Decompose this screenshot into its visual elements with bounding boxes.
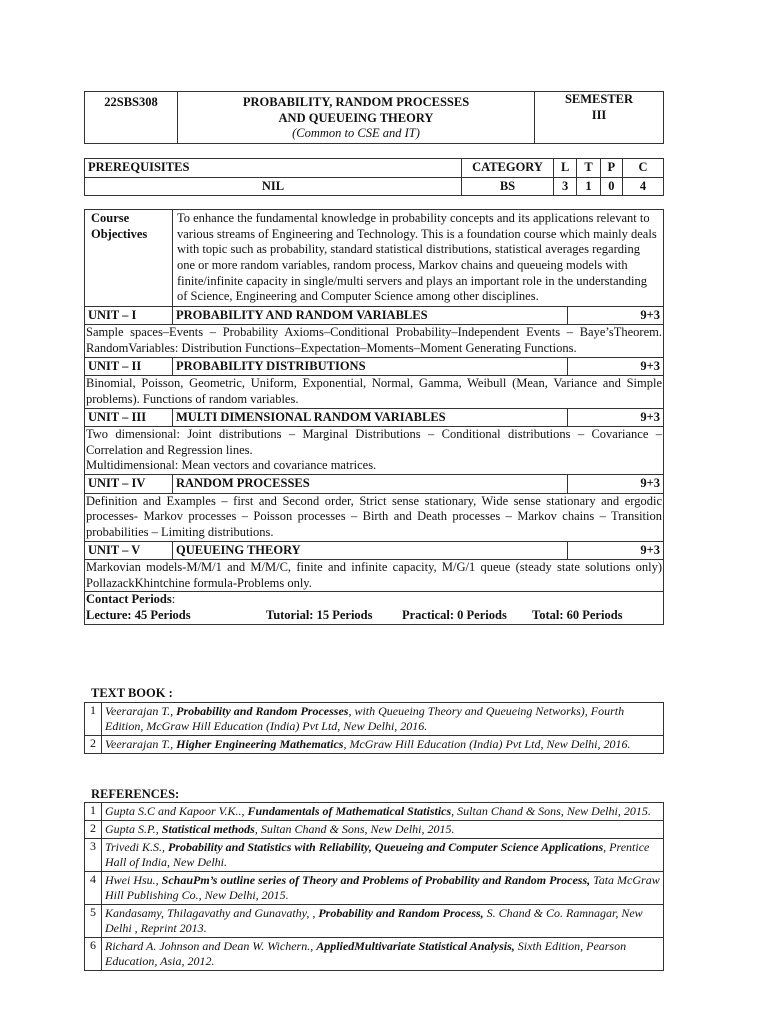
objectives-text: To enhance the fundamental knowledge in probability concepts and its applications relevant to various streams of Engineering and Technology. This is a foundation course which mainly deals with topic such as probability, standard statistical distributions, statistical averages regarding one or more random variables, random process, Markov chains and queueing models with finite/infinite capacity in single/multi servers and plays an important role in the understanding of Science, Engineering and Computer Science among other disciplines.	[173, 210, 664, 307]
unit-5-title: QUEUEING THEORY	[173, 541, 568, 560]
syllabus-table	[84, 209, 664, 625]
category-value: BS	[462, 177, 554, 196]
reference-3-author: Trivedi K.S.,	[105, 840, 166, 854]
unit-1-title: PROBABILITY AND RANDOM VARIABLES	[173, 306, 568, 325]
unit-3-hours: 9+3	[568, 408, 664, 427]
t-value: 1	[577, 177, 600, 196]
reference-5-no: 5	[85, 905, 102, 938]
reference-5-title: Probability and Random Process,	[318, 906, 484, 920]
reference-1-rest: , Sultan Chand & Sons, New Delhi, 2015.	[451, 804, 651, 818]
reference-4-text	[102, 872, 664, 905]
unit-3-label: UNIT – III	[85, 408, 173, 427]
practical-periods: Practical: 0 Periods	[402, 608, 507, 622]
contact-periods	[85, 592, 664, 624]
textbook-table	[84, 702, 664, 754]
reference-3-no: 3	[85, 839, 102, 872]
prerequisites-value: NIL	[85, 177, 462, 196]
unit-2-label: UNIT – II	[85, 357, 173, 376]
unit-3-title: MULTI DIMENSIONAL RANDOM VARIABLES	[173, 408, 568, 427]
unit-2-title: PROBABILITY DISTRIBUTIONS	[173, 357, 568, 376]
reference-4-rest: Tata McGraw Hill Publishing Co., New Delhi, 2015.	[105, 873, 660, 902]
course-header-table	[84, 91, 664, 144]
contact-periods-label: Contact Periods	[86, 592, 172, 607]
reference-1-author: Gupta S.C and Kapoor V.K..,	[105, 804, 245, 818]
unit-2-hours: 9+3	[568, 357, 664, 376]
reference-4-title: SchauPm’s outline series of Theory and Problems of Probability and Random Process,	[161, 873, 591, 887]
course-title	[178, 92, 535, 144]
textbook-2-text	[102, 736, 664, 754]
reference-5-rest: S. Chand & Co. Ramnagar, New Delhi , Reprint 2013.	[105, 906, 643, 935]
reference-2-author: Gupta S.P.,	[105, 822, 159, 836]
reference-5-text	[102, 905, 664, 938]
unit-1-content: Sample spaces–Events – Probability Axioms–Conditional Probability–Independent Events – Baye’sTheorem. RandomVariables: Distribution Functions–Expectation–Moments–Moment Generating Functions.	[85, 325, 664, 357]
prerequisites-label: PREREQUISITES	[85, 159, 462, 178]
textbook-1-title: Probability and Random Processes	[176, 704, 349, 718]
semester-value: III	[591, 107, 607, 122]
reference-2-rest: , Sultan Chand & Sons, New Delhi, 2015.	[254, 822, 455, 836]
textbook-1-rest: , with Queueing Theory and Queueing Networks), Fourth Edition, McGraw Hill Education (India) Pvt Ltd, New Delhi, 2016.	[105, 704, 625, 733]
t-label: T	[577, 159, 600, 178]
c-value: 4	[623, 177, 664, 196]
textbook-2-no: 2	[85, 736, 102, 754]
reference-2-title: Statistical methods	[161, 822, 255, 836]
unit-3-content	[85, 427, 664, 475]
category-label: CATEGORY	[462, 159, 554, 178]
unit-5-content: Markovian models-M/M/1 and M/M/C, finite and infinite capacity, M/G/1 queue (steady state solutions only) PollazackKhintchine formula-Problems only.	[85, 560, 664, 592]
references-table	[84, 802, 664, 971]
unit-1-label: UNIT – I	[85, 306, 173, 325]
p-value: 0	[600, 177, 622, 196]
course-title-line1: PROBABILITY, RANDOM PROCESSES	[242, 95, 470, 109]
unit-4-hours: 9+3	[568, 475, 664, 494]
reference-6-rest: Sixth Edition, Pearson Education, Asia, 2012.	[105, 939, 627, 968]
course-title-line2: AND QUEUEING THEORY	[278, 110, 434, 125]
l-label: L	[554, 159, 577, 178]
references-heading: REFERENCES:	[91, 787, 180, 801]
contact-periods-colon: :	[171, 592, 176, 607]
unit-4-content: Definition and Examples – first and Second order, Strict sense stationary, Wide sense stationary and ergodic processes- Markov processes – Poisson processes – Birth and Death processes – Markov chains – Transition probabilities – Limiting distributions.	[85, 493, 664, 541]
unit-3-content-main: Two dimensional: Joint distributions – Marginal Distributions – Conditional distributions – Covariance – Correlation and Regression lines.	[86, 427, 662, 457]
unit-4-label: UNIT – IV	[85, 475, 173, 494]
unit-1-hours: 9+3	[568, 306, 664, 325]
textbook-2-rest: , McGraw Hill Education (India) Pvt Ltd, New Delhi, 2016.	[343, 737, 631, 751]
unit-5-hours: 9+3	[568, 541, 664, 560]
unit-5-label: UNIT – V	[85, 541, 173, 560]
reference-5-author: Kandasamy, Thilagavathy and Gunavathy, ,	[105, 906, 316, 920]
semester-cell	[535, 92, 664, 144]
prerequisites-table	[84, 158, 664, 196]
reference-1-text	[102, 803, 664, 821]
unit-2-content: Binomial, Poisson, Geometric, Uniform, Exponential, Normal, Gamma, Weibull (Mean, Variance and Simple problems). Functions of random variables.	[85, 376, 664, 408]
textbook-heading: TEXT BOOK :	[91, 686, 173, 700]
total-periods: Total: 60 Periods	[532, 608, 623, 622]
reference-2-no: 2	[85, 821, 102, 839]
textbook-2-title: Higher Engineering Mathematics	[176, 737, 344, 751]
semester-label: SEMESTER	[564, 92, 634, 106]
textbook-1-text	[102, 703, 664, 736]
textbook-1-no: 1	[85, 703, 102, 736]
reference-6-title: AppliedMultivariate Statistical Analysis,	[316, 939, 515, 953]
reference-4-no: 4	[85, 872, 102, 905]
unit-3-content-extra: Multidimensional: Mean vectors and covariance matrices.	[86, 458, 377, 473]
p-label: P	[600, 159, 622, 178]
unit-4-title: RANDOM PROCESSES	[173, 475, 568, 494]
objectives-label: Course Objectives	[85, 210, 173, 307]
course-subtitle: (Common to CSE and IT)	[292, 126, 420, 141]
reference-3-text	[102, 839, 664, 872]
l-value: 3	[554, 177, 577, 196]
lecture-periods: Lecture: 45 Periods	[86, 608, 191, 622]
textbook-1-author: Veerarajan T.,	[105, 704, 174, 718]
reference-1-no: 1	[85, 803, 102, 821]
c-label: C	[623, 159, 664, 178]
reference-2-text	[102, 821, 664, 839]
reference-6-author: Richard A. Johnson and Dean W. Wichern.,	[105, 939, 314, 953]
course-code: 22SBS308	[85, 92, 178, 144]
reference-3-title: Probability and Statistics with Reliability, Queueing and Computer Science Applications	[168, 840, 604, 854]
reference-6-no: 6	[85, 938, 102, 971]
tutorial-periods: Tutorial: 15 Periods	[266, 608, 373, 622]
textbook-2-author: Veerarajan T.,	[105, 737, 174, 751]
reference-6-text	[102, 938, 664, 971]
reference-4-author: Hwei Hsu.,	[105, 873, 159, 887]
reference-3-rest: , Prentice Hall of India, New Delhi.	[105, 840, 650, 869]
reference-1-title: Fundamentals of Mathematical Statistics	[247, 804, 452, 818]
